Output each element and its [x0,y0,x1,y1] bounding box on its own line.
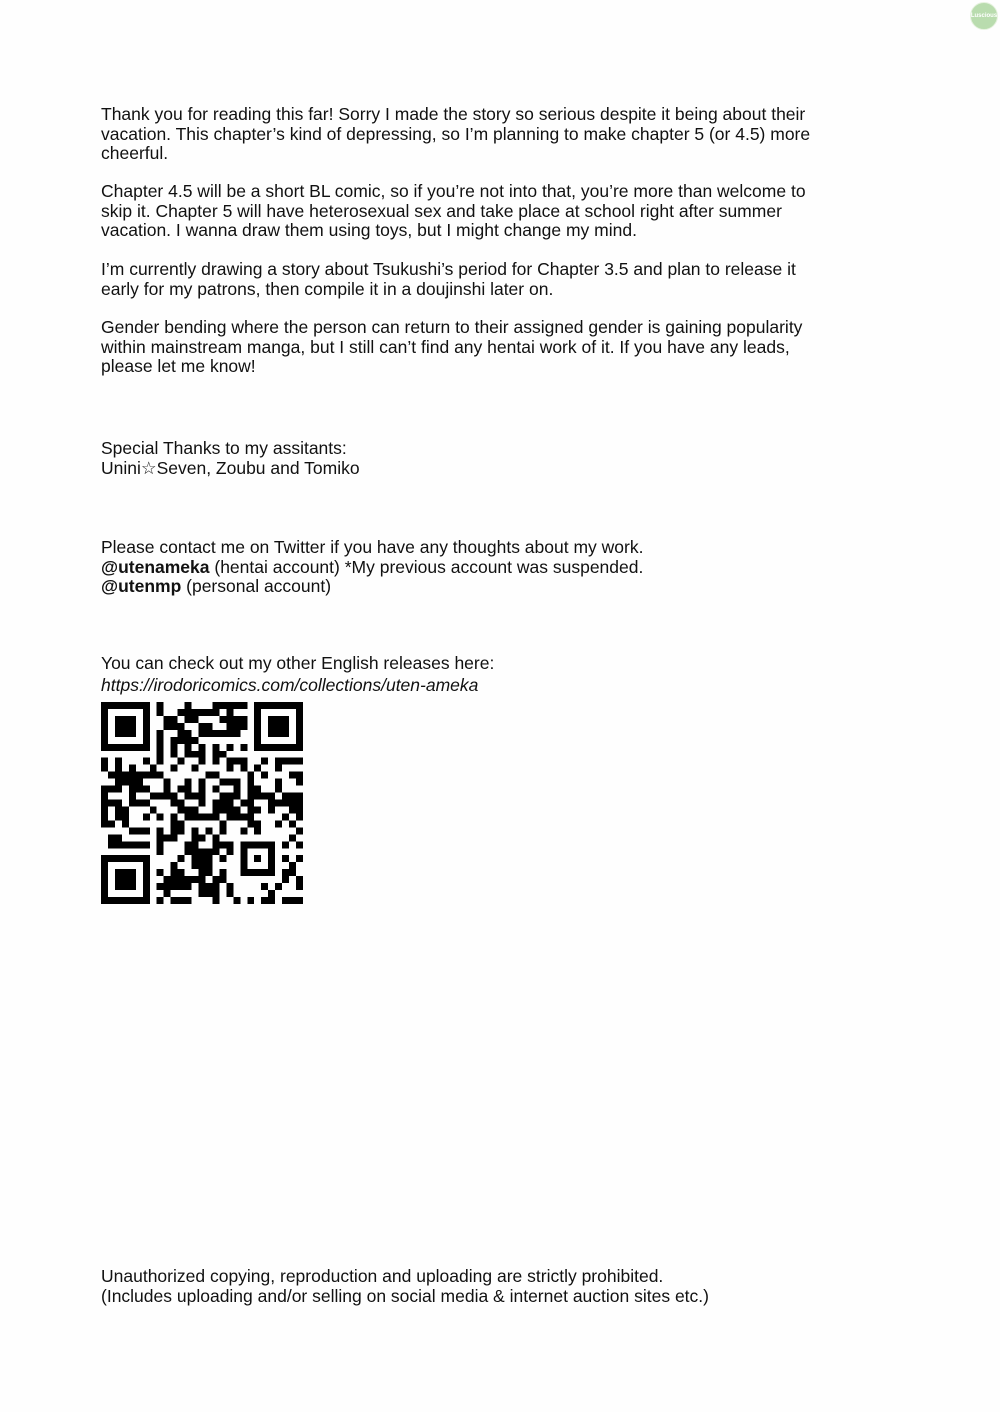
text-line: cheerful. [101,143,169,163]
site-badge-logo [970,2,998,30]
contact-intro: Please contact me on Twitter if you have any thoughts about my work. [101,537,644,557]
special-thanks [101,439,881,478]
contact-section [101,538,881,597]
text-line: skip it. Chapter 5 will have heterosexual sex and take place at school right after summer [101,200,782,221]
qr-code-image[interactable] [101,702,303,904]
releases-link[interactable]: https://irodoricomics.com/collections/uten-ameka [101,674,479,695]
text-line: Gender bending where the person can return to their assigned gender is gaining popularity [101,317,803,337]
text-line: vacation. I wanna draw them using toys, but I might change my mind. [101,220,637,240]
text-line: please let me know! [101,356,256,376]
contact-line-personal [101,577,881,597]
text-line: early for my patrons, then compile it in a doujinshi later on. [101,278,554,299]
handle-note: (hentai account) *My previous account was suspended. [209,556,644,577]
site-badge-text: Luscious [970,13,998,19]
copyright-notice [101,1267,881,1306]
afterword-paragraph-1 [101,105,881,164]
special-thanks-title: Special Thanks to my assitants: [101,438,347,458]
afterword-paragraph-4 [101,318,881,377]
copyright-line-2: (Includes uploading and/or selling on social media & internet auction sites etc.) [101,1285,709,1306]
twitter-handle-personal[interactable]: @utenmp [101,576,182,596]
releases-intro: You can check out my other English releases here: [101,653,495,673]
text-line: within mainstream manga, but I still can’t find any hentai work of it. If you have any leads, [101,336,790,357]
twitter-handle-hentai[interactable]: @utenameka [101,556,210,577]
afterword-paragraph-2 [101,182,881,241]
copyright-line-1: Unauthorized copying, reproduction and uploading are strictly prohibited. [101,1266,664,1286]
text-line: Thank you for reading this far! Sorry I made the story so serious despite it being about their [101,104,806,124]
text-line: I’m currently drawing a story about Tsukushi’s period for Chapter 3.5 and plan to release it [101,259,796,279]
contact-line-hentai [101,558,881,578]
releases-section [101,654,881,695]
handle-note: (personal account) [181,576,332,596]
assistant-names: Unini☆Seven, Zoubu and Tomiko [101,457,360,478]
text-line: Chapter 4.5 will be a short BL comic, so if you’re not into that, you’re more than welcome to [101,181,806,201]
text-line: vacation. This chapter’s kind of depressing, so I’m planning to make chapter 5 (or 4.5) more [101,123,811,144]
afterword-paragraph-3 [101,260,881,299]
